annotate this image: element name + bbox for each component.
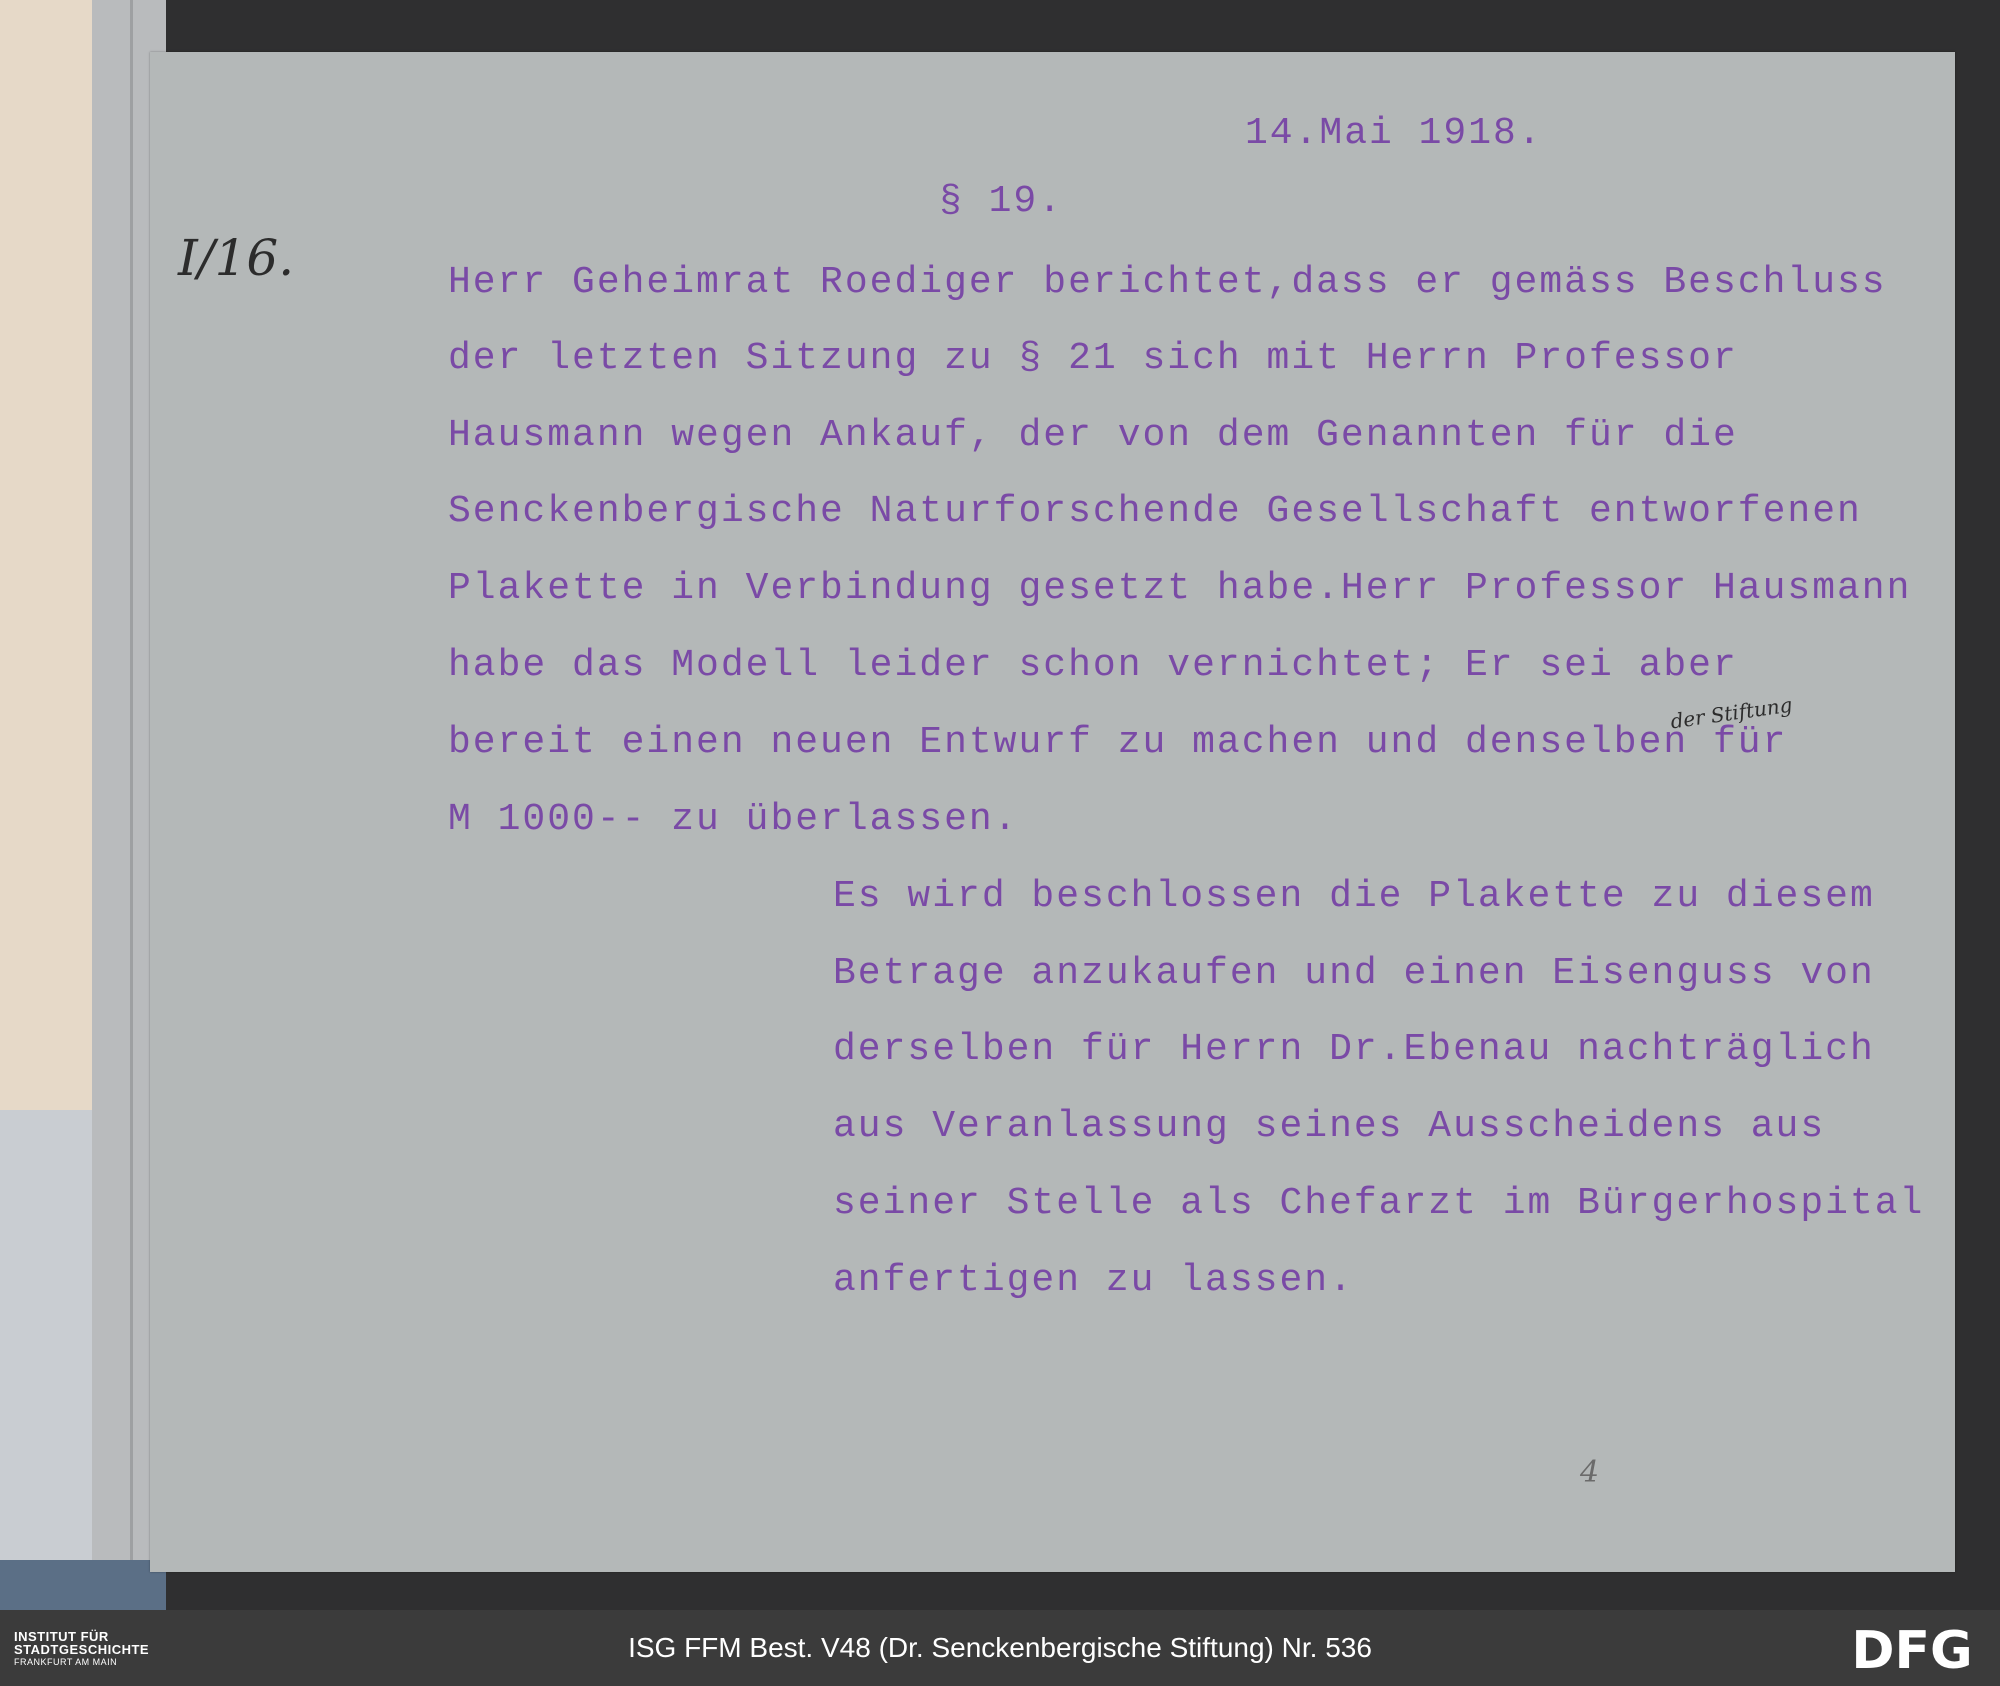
margin-note: I/16. (178, 229, 295, 287)
institution-location: FRANKFURT AM MAIN (14, 1657, 118, 1667)
paragraph1-line: M 1000-- zu überlassen. (448, 798, 1019, 841)
paragraph1-line: Plakette in Verbindung gesetzt habe.Herr Professor Hausmann (448, 567, 1912, 610)
paragraph2-line: anfertigen zu lassen. (833, 1259, 1354, 1302)
institution-name-line: INSTITUT FÜR (14, 1629, 109, 1644)
paragraph2-line: seiner Stelle als Chefarzt im Bürgerhospital (833, 1182, 1925, 1225)
page-number: 4 (1580, 1455, 1600, 1490)
archive-citation: ISG FFM Best. V48 (Dr. Senckenbergische Stiftung) Nr. 536 (628, 1632, 1372, 1663)
paragraph1-line: habe das Modell leider schon vernichtet; Er sei aber (448, 644, 1738, 687)
paragraph2-line: derselben für Herrn Dr.Ebenau nachträglich (833, 1028, 1875, 1071)
paragraph2-line: Betrage anzukaufen und einen Eisenguss von (833, 952, 1875, 995)
paragraph2-line: aus Veranlassung seines Ausscheidens aus (833, 1105, 1826, 1148)
stacked-page (0, 0, 92, 1110)
paragraph2-line: Es wird beschlossen die Plakette zu diesem (833, 875, 1875, 918)
paragraph1-line: der letzten Sitzung zu § 21 sich mit Herrn Professor (448, 337, 1738, 380)
paragraph1-line: Senckenbergische Naturforschende Gesellschaft entworfenen (448, 490, 1862, 533)
institution-name-line: STADTGESCHICHTE (14, 1642, 150, 1657)
document-sheet (150, 52, 1955, 1572)
paragraph1-line: Hausmann wegen Ankauf, der von dem Genannten für die (448, 414, 1738, 457)
paragraph1-line: Herr Geheimrat Roediger berichtet,dass er gemäss Beschluss (448, 261, 1887, 304)
dfg-logo-text: DFG (1851, 1624, 1973, 1674)
dfg-logo-graphic (1838, 1624, 1986, 1674)
paragraph1-line: bereit einen neuen Entwurf zu machen und denselben für (448, 721, 1788, 764)
document-date: 14.Mai 1918. (1245, 112, 1543, 155)
section-heading: § 19. (939, 180, 1064, 223)
handwritten-insert: der Stiftung (1668, 692, 1794, 734)
folder-edge (0, 1560, 166, 1610)
dfg-logo (1838, 1624, 1986, 1674)
stacked-page (0, 1110, 92, 1610)
